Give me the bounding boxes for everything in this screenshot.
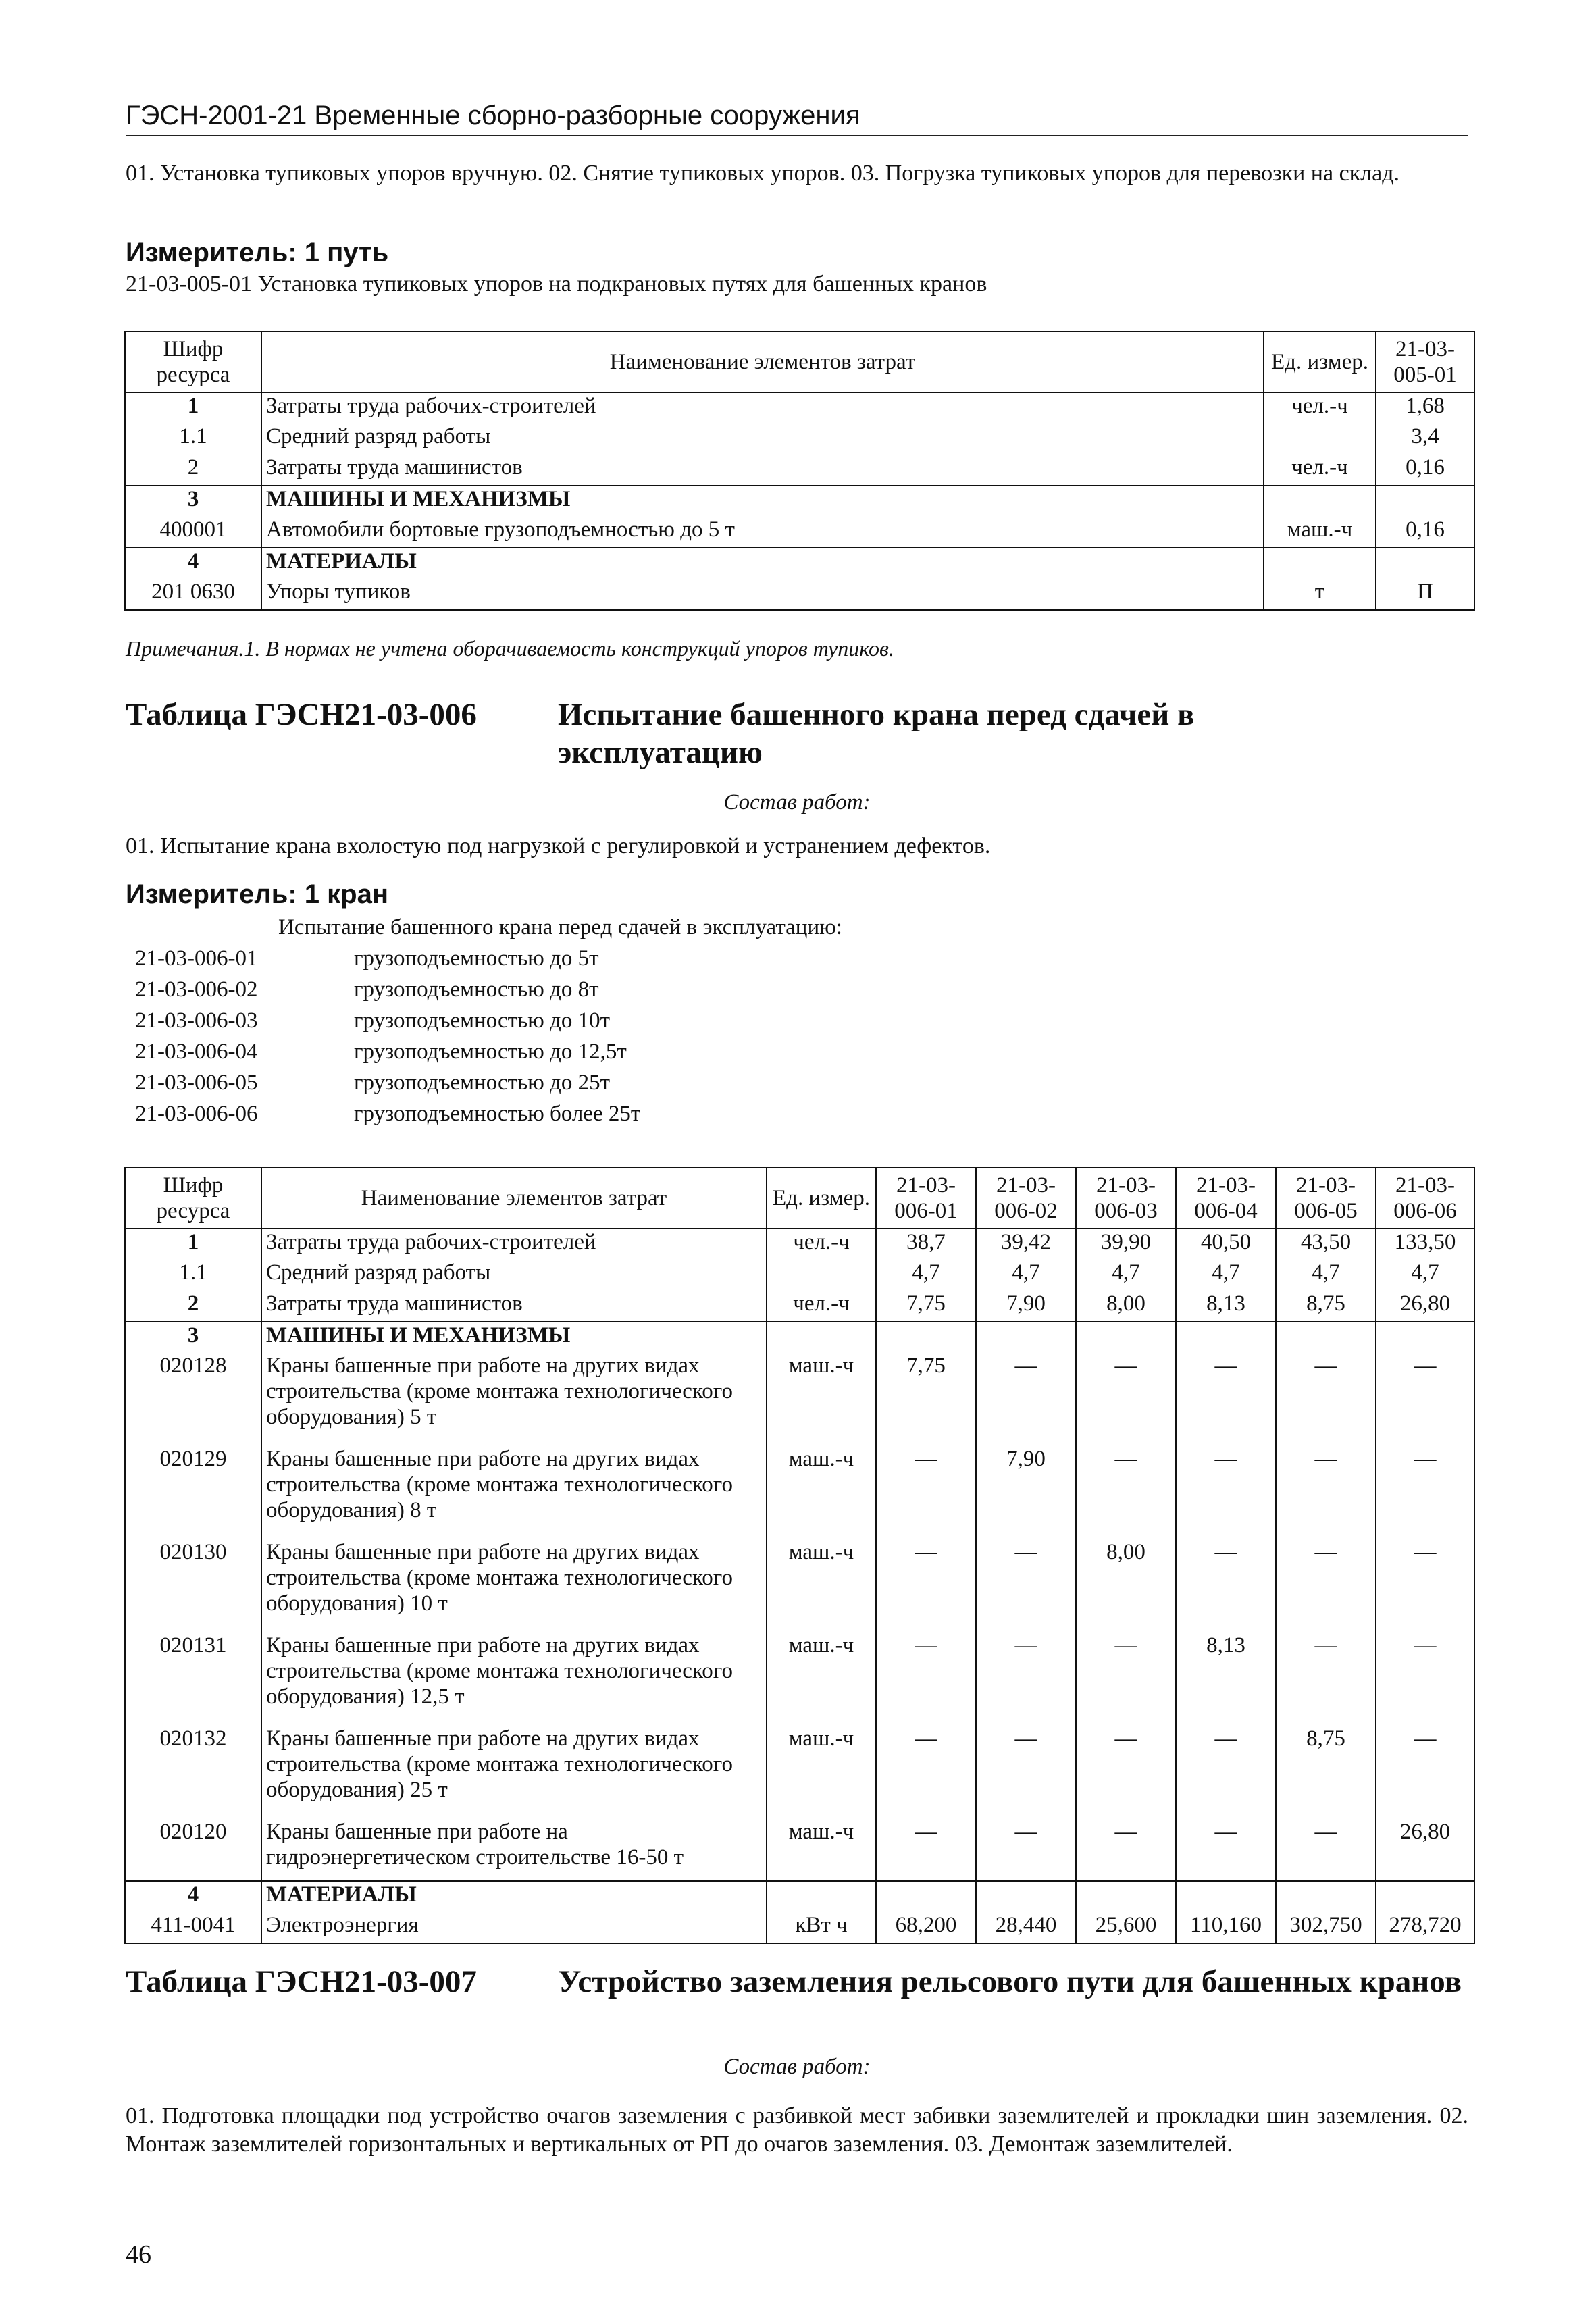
table-cell-value: —	[976, 1819, 1076, 1881]
table-cell-value	[1276, 1322, 1376, 1353]
composition-heading-006: Состав работ:	[723, 790, 871, 815]
header-unit: Ед. измер.	[767, 1168, 876, 1229]
table-cell-value: 1,68	[1376, 392, 1474, 423]
table-cell-value	[1076, 1881, 1176, 1912]
table-cell-unit: маш.-ч	[767, 1353, 876, 1446]
norm-code: 21-03-006-02	[135, 977, 258, 1002]
table-cell-unit	[767, 1322, 876, 1353]
table-cell-unit: маш.-ч	[767, 1819, 876, 1881]
table-row	[125, 1819, 1474, 1881]
measure-unit-006: Измеритель: 1 кран	[126, 879, 388, 909]
table-cell-code: 4	[125, 548, 261, 579]
table-cell-value: —	[876, 1632, 976, 1726]
cost-table-005	[124, 331, 1475, 611]
table-row	[125, 1353, 1474, 1446]
table-cell-value: —	[976, 1353, 1076, 1446]
table-cell-name: Упоры тупиков	[261, 579, 1264, 610]
header-norm-column: 21-03-005-01	[1376, 332, 1474, 392]
table-cell-value: 0,16	[1376, 455, 1474, 486]
table-cell-value: 4,7	[1376, 1260, 1474, 1291]
table-cell-name: Краны башенные при работе на гидроэнергетическом строительстве 16-50 т	[261, 1819, 767, 1881]
norm-list-item	[135, 974, 946, 1005]
measure-unit-005: Измеритель: 1 путь	[126, 238, 389, 267]
table-cell-unit	[1264, 423, 1376, 455]
table-cell-value: 8,00	[1076, 1291, 1176, 1322]
table-cell-value: 7,75	[876, 1353, 976, 1446]
norm-code: 21-03-006-06	[135, 1102, 258, 1126]
table-cell-unit: маш.-ч	[767, 1539, 876, 1632]
norm-code: 21-03-006-03	[135, 1008, 258, 1033]
norm-code: 21-03-006-05	[135, 1071, 258, 1095]
table-cell-name: Автомобили бортовые грузоподъемностью до 5 т	[261, 517, 1264, 548]
header-norm-column: 21-03-006-06	[1376, 1168, 1474, 1229]
table-cell-code: 201 0630	[125, 579, 261, 610]
table-cell-name: Электроэнергия	[261, 1912, 767, 1943]
table-cell-value: 4,7	[1276, 1260, 1376, 1291]
table-cell-value: —	[1376, 1539, 1474, 1632]
table-row	[125, 1260, 1474, 1291]
table-cell-code: 1.1	[125, 423, 261, 455]
table-cell-value: 28,440	[976, 1912, 1076, 1943]
header-norm-column: 21-03-006-05	[1276, 1168, 1376, 1229]
table-cell-value: 133,50	[1376, 1229, 1474, 1260]
table-cell-unit: маш.-ч	[1264, 517, 1376, 548]
header-cost-name: Наименование элементов затрат	[261, 332, 1264, 392]
table-cell-value: 4,7	[1176, 1260, 1276, 1291]
header-norm-column: 21-03-006-02	[976, 1168, 1076, 1229]
header-norm-column: 21-03-006-03	[1076, 1168, 1176, 1229]
table-cell-value: —	[1376, 1632, 1474, 1726]
work-composition-007: 01. Подготовка площадки под устройство очагов заземления с разбивкой мест забивки заземлителей и прокладки шин заземления. 02. Монтаж заземлителей горизонтальных и вертикальных от РП до очагов заземления. 03. Демонтаж заземлителей.	[126, 2103, 1468, 2157]
table-cell-value	[976, 1322, 1076, 1353]
norm-description: грузоподъемностью до 5т	[354, 946, 599, 971]
table-cell-unit: чел.-ч	[767, 1291, 876, 1322]
table-cell-unit: т	[1264, 579, 1376, 610]
table-row	[125, 1229, 1474, 1260]
table-cell-unit: маш.-ч	[767, 1632, 876, 1726]
table-cell-code: 020129	[125, 1446, 261, 1539]
norm-list	[135, 943, 946, 1129]
table-cell-value: 8,75	[1276, 1291, 1376, 1322]
table-cell-value: 38,7	[876, 1229, 976, 1260]
table-section-heading: МАШИНЫ И МЕХАНИЗМЫ	[261, 486, 1264, 517]
table-cell-value: 4,7	[1076, 1260, 1176, 1291]
table-row	[125, 1881, 1474, 1912]
table-cell-value: —	[976, 1539, 1076, 1632]
table-cell-value	[1376, 486, 1474, 517]
norm-description: грузоподъемностью до 10т	[354, 1008, 611, 1033]
table-cell-value: —	[876, 1819, 976, 1881]
table-cell-value	[1176, 1322, 1276, 1353]
table-cell-value: 8,75	[1276, 1726, 1376, 1819]
table-cell-name: Затраты труда рабочих-строителей	[261, 1229, 767, 1260]
header-unit: Ед. измер.	[1264, 332, 1376, 392]
norm-description: грузоподъемностью до 8т	[354, 977, 599, 1002]
header-norm-column: 21-03-006-04	[1176, 1168, 1276, 1229]
table-row	[125, 1446, 1474, 1539]
table-cell-code: 020132	[125, 1726, 261, 1819]
norm-list-item	[135, 1067, 946, 1098]
table-cell-code: 020130	[125, 1539, 261, 1632]
table-note-005: Примечания.1. В нормах не учтена оборачиваемость конструкций упоров тупиков.	[126, 636, 894, 661]
norm-description: грузоподъемностью до 25т	[354, 1071, 611, 1095]
table-cell-name: Средний разряд работы	[261, 423, 1264, 455]
table-cell-value	[1376, 1881, 1474, 1912]
table-cell-value: —	[876, 1539, 976, 1632]
table-title-007: Устройство заземления рельсового пути для башенных кранов	[558, 1964, 1462, 1999]
table-cell-code: 3	[125, 486, 261, 517]
table-cell-value: —	[1176, 1819, 1276, 1881]
table-cell-unit: кВт ч	[767, 1912, 876, 1943]
table-cell-name: Краны башенные при работе на других видах строительства (кроме монтажа технологического оборудования) 8 т	[261, 1446, 767, 1539]
table-cell-unit: маш.-ч	[767, 1446, 876, 1539]
table-cell-value: 0,16	[1376, 517, 1474, 548]
table-cell-value: 278,720	[1376, 1912, 1474, 1943]
table-cell-value: —	[1176, 1353, 1276, 1446]
table-cell-unit: маш.-ч	[767, 1726, 876, 1819]
norm-code: 21-03-006-04	[135, 1039, 258, 1064]
table-cell-value: —	[976, 1632, 1076, 1726]
norm-list-item	[135, 1036, 946, 1067]
table-cell-unit	[767, 1881, 876, 1912]
table-cell-unit: чел.-ч	[767, 1229, 876, 1260]
table-cell-value: —	[876, 1726, 976, 1819]
table-cell-value: 302,750	[1276, 1912, 1376, 1943]
table-cell-value: —	[1176, 1726, 1276, 1819]
table-cell-value: —	[1276, 1539, 1376, 1632]
table-cell-value: 3,4	[1376, 423, 1474, 455]
table-title-006: Испытание башенного крана перед сдачей в эксплуатацию	[558, 697, 1195, 770]
header-cost-name: Наименование элементов затрат	[261, 1168, 767, 1229]
table-cell-value: —	[1276, 1446, 1376, 1539]
table-section-heading: МАШИНЫ И МЕХАНИЗМЫ	[261, 1322, 767, 1353]
table-cell-code: 020120	[125, 1819, 261, 1881]
table-cell-value: П	[1376, 579, 1474, 610]
composition-heading-007: Состав работ:	[723, 2055, 871, 2079]
norm-list-item	[135, 943, 946, 974]
table-cell-unit	[767, 1260, 876, 1291]
page-number: 46	[126, 2240, 151, 2269]
table-cell-value: 43,50	[1276, 1229, 1376, 1260]
table-cell-code: 2	[125, 1291, 261, 1322]
norm-description: грузоподъемностью более 25т	[354, 1102, 641, 1126]
header-resource-code: Шифр ресурса	[125, 1168, 261, 1229]
norm-code-line-005: 21-03-005-01 Установка тупиковых упоров на подкрановых путях для башенных кранов	[126, 272, 987, 297]
table-cell-value: 40,50	[1176, 1229, 1276, 1260]
table-cell-value	[1376, 1322, 1474, 1353]
table-cell-value: —	[1376, 1726, 1474, 1819]
table-row	[125, 1726, 1474, 1819]
table-cell-value: —	[1376, 1446, 1474, 1539]
table-cell-value: 39,42	[976, 1229, 1076, 1260]
table-cell-value: —	[1076, 1726, 1176, 1819]
table-cell-value	[1276, 1881, 1376, 1912]
table-cell-value	[1076, 1322, 1176, 1353]
header-resource-code: Шифр ресурса	[125, 332, 261, 392]
table-cell-code: 3	[125, 1322, 261, 1353]
table-cell-value	[876, 1881, 976, 1912]
table-cell-unit	[1264, 548, 1376, 579]
work-composition-006: 01. Испытание крана вхолостую под нагрузкой с регулировкой и устранением дефектов.	[126, 833, 991, 858]
table-cell-value: 25,600	[1076, 1912, 1176, 1943]
running-header: ГЭСН-2001-21 Временные сборно-разборные сооружения	[126, 99, 1468, 136]
table-cell-name: Краны башенные при работе на других видах строительства (кроме монтажа технологического оборудования) 5 т	[261, 1353, 767, 1446]
table-cell-value: 8,13	[1176, 1632, 1276, 1726]
table-cell-unit	[1264, 486, 1376, 517]
table-cell-name: Средний разряд работы	[261, 1260, 767, 1291]
table-cell-value: 26,80	[1376, 1291, 1474, 1322]
table-row	[125, 1322, 1474, 1353]
table-cell-value: 7,90	[976, 1446, 1076, 1539]
table-section-heading: МАТЕРИАЛЫ	[261, 1881, 767, 1912]
table-cell-code: 1.1	[125, 1260, 261, 1291]
work-composition-005: 01. Установка тупиковых упоров вручную. 02. Снятие тупиковых упоров. 03. Погрузка тупиковых упоров для перевозки на склад.	[126, 161, 1400, 186]
table-cell-name: Затраты труда машинистов	[261, 455, 1264, 486]
table-cell-unit: чел.-ч	[1264, 392, 1376, 423]
table-cell-value: 7,75	[876, 1291, 976, 1322]
table-section-heading: МАТЕРИАЛЫ	[261, 548, 1264, 579]
table-cell-value	[876, 1322, 976, 1353]
table-cell-unit: чел.-ч	[1264, 455, 1376, 486]
table-cell-value: 4,7	[876, 1260, 976, 1291]
table-cell-value: —	[1076, 1446, 1176, 1539]
table-cell-value: 110,160	[1176, 1912, 1276, 1943]
table-cell-value: 4,7	[976, 1260, 1076, 1291]
table-cell-value: —	[1076, 1632, 1176, 1726]
table-label-007: Таблица ГЭСН21-03-007	[126, 1964, 477, 1999]
table-cell-value: —	[1076, 1819, 1176, 1881]
table-cell-code: 1	[125, 392, 261, 423]
table-cell-value: 68,200	[876, 1912, 976, 1943]
table-row	[125, 1539, 1474, 1632]
table-cell-code: 2	[125, 455, 261, 486]
norm-list-item	[135, 1005, 946, 1036]
norm-list-intro: Испытание башенного крана перед сдачей в эксплуатацию:	[278, 915, 842, 940]
table-cell-value	[1176, 1881, 1276, 1912]
table-cell-name: Краны башенные при работе на других видах строительства (кроме монтажа технологического оборудования) 25 т	[261, 1726, 767, 1819]
table-cell-value: —	[1176, 1446, 1276, 1539]
table-row	[125, 1291, 1474, 1322]
norm-list-item	[135, 1098, 946, 1129]
table-cell-value: —	[1376, 1353, 1474, 1446]
table-cell-name: Краны башенные при работе на других видах строительства (кроме монтажа технологического оборудования) 12,5 т	[261, 1632, 767, 1726]
table-cell-value: 7,90	[976, 1291, 1076, 1322]
table-cell-value: —	[1276, 1632, 1376, 1726]
table-cell-value	[976, 1881, 1076, 1912]
table-cell-value	[1376, 548, 1474, 579]
table-cell-value: —	[1276, 1819, 1376, 1881]
table-cell-name: Затраты труда машинистов	[261, 1291, 767, 1322]
table-row	[125, 1912, 1474, 1943]
table-cell-value: 39,90	[1076, 1229, 1176, 1260]
table-cell-name: Затраты труда рабочих-строителей	[261, 392, 1264, 423]
table-cell-value: —	[1276, 1353, 1376, 1446]
table-cell-code: 400001	[125, 517, 261, 548]
table-cell-value: 26,80	[1376, 1819, 1474, 1881]
table-row	[125, 1632, 1474, 1726]
table-cell-value: —	[1076, 1353, 1176, 1446]
norm-description: грузоподъемностью до 12,5т	[354, 1039, 627, 1064]
table-label-006: Таблица ГЭСН21-03-006	[126, 697, 477, 732]
table-cell-code: 1	[125, 1229, 261, 1260]
cost-table-006	[124, 1167, 1475, 1944]
table-cell-value: 8,13	[1176, 1291, 1276, 1322]
table-cell-code: 4	[125, 1881, 261, 1912]
table-cell-value: —	[976, 1726, 1076, 1819]
table-cell-value: —	[876, 1446, 976, 1539]
table-cell-value: —	[1176, 1539, 1276, 1632]
header-norm-column: 21-03-006-01	[876, 1168, 976, 1229]
table-cell-code: 020128	[125, 1353, 261, 1446]
table-cell-code: 020131	[125, 1632, 261, 1726]
table-cell-name: Краны башенные при работе на других видах строительства (кроме монтажа технологического оборудования) 10 т	[261, 1539, 767, 1632]
table-cell-code: 411-0041	[125, 1912, 261, 1943]
norm-code: 21-03-006-01	[135, 946, 258, 971]
table-cell-value: 8,00	[1076, 1539, 1176, 1632]
